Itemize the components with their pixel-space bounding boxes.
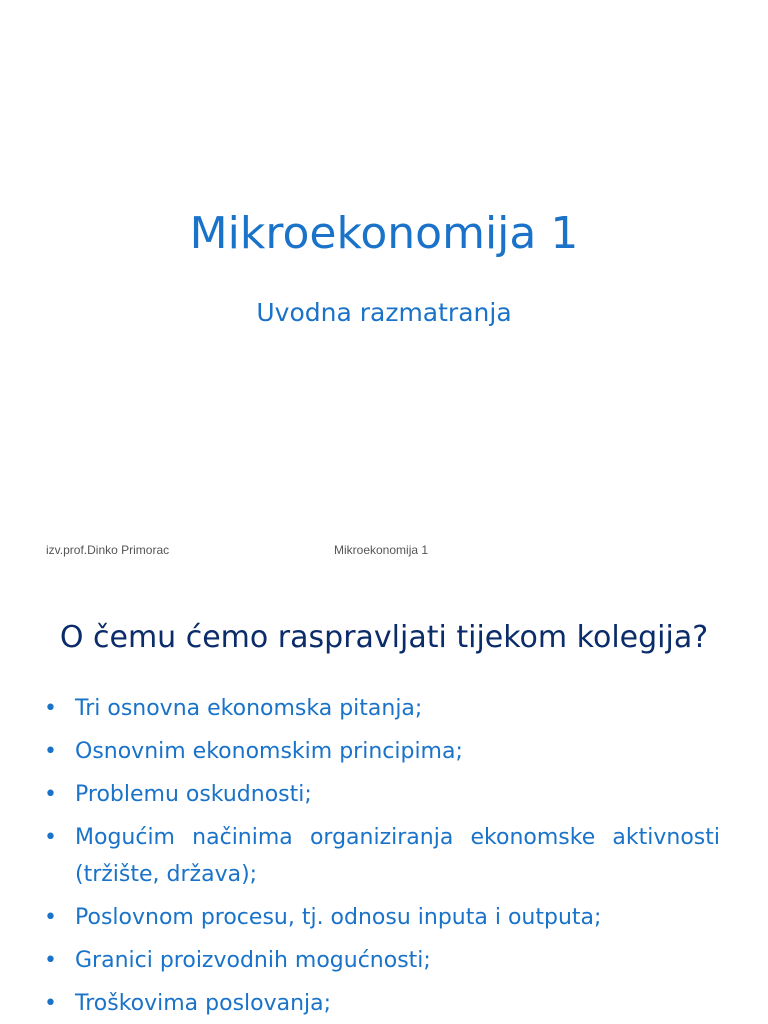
list-item-text: Poslovnom procesu, tj. odnosu inputa i outputa;	[75, 905, 602, 930]
list-item-text: Problemu oskudnosti;	[75, 782, 312, 807]
list-item	[44, 819, 720, 893]
bullet-list	[44, 690, 720, 1024]
list-item	[44, 776, 720, 813]
bullet-icon: •	[44, 991, 57, 1016]
list-item-text: Tri osnovna ekonomska pitanja;	[75, 696, 423, 721]
list-item	[44, 985, 720, 1022]
bullet-icon: •	[44, 948, 57, 973]
bullet-icon: •	[44, 905, 57, 930]
list-item	[44, 942, 720, 979]
slide-subtitle: Uvodna razmatranja	[256, 298, 512, 327]
footer-course: Mikroekonomija 1	[334, 543, 429, 557]
content-heading: O čemu ćemo raspravljati tijekom kolegija?	[59, 620, 709, 655]
bullet-icon: •	[44, 825, 57, 850]
list-item	[44, 690, 720, 727]
list-item-text: Mogućim načinima organiziranja ekonomske aktivnosti (tržište, država);	[75, 825, 720, 887]
list-item	[44, 733, 720, 770]
list-item-text: Troškovima poslovanja;	[75, 991, 332, 1016]
content-slide	[0, 576, 768, 1024]
slide-title: Mikroekonomija 1	[189, 208, 579, 259]
list-item	[44, 899, 720, 936]
list-item-text: Granici proizvodnih mogućnosti;	[75, 948, 431, 973]
bullet-icon: •	[44, 782, 57, 807]
footer-author: izv.prof.Dinko Primorac	[46, 543, 170, 557]
list-item-text: Osnovnim ekonomskim principima;	[75, 739, 463, 764]
bullet-icon: •	[44, 739, 57, 764]
bullet-icon: •	[44, 696, 57, 721]
